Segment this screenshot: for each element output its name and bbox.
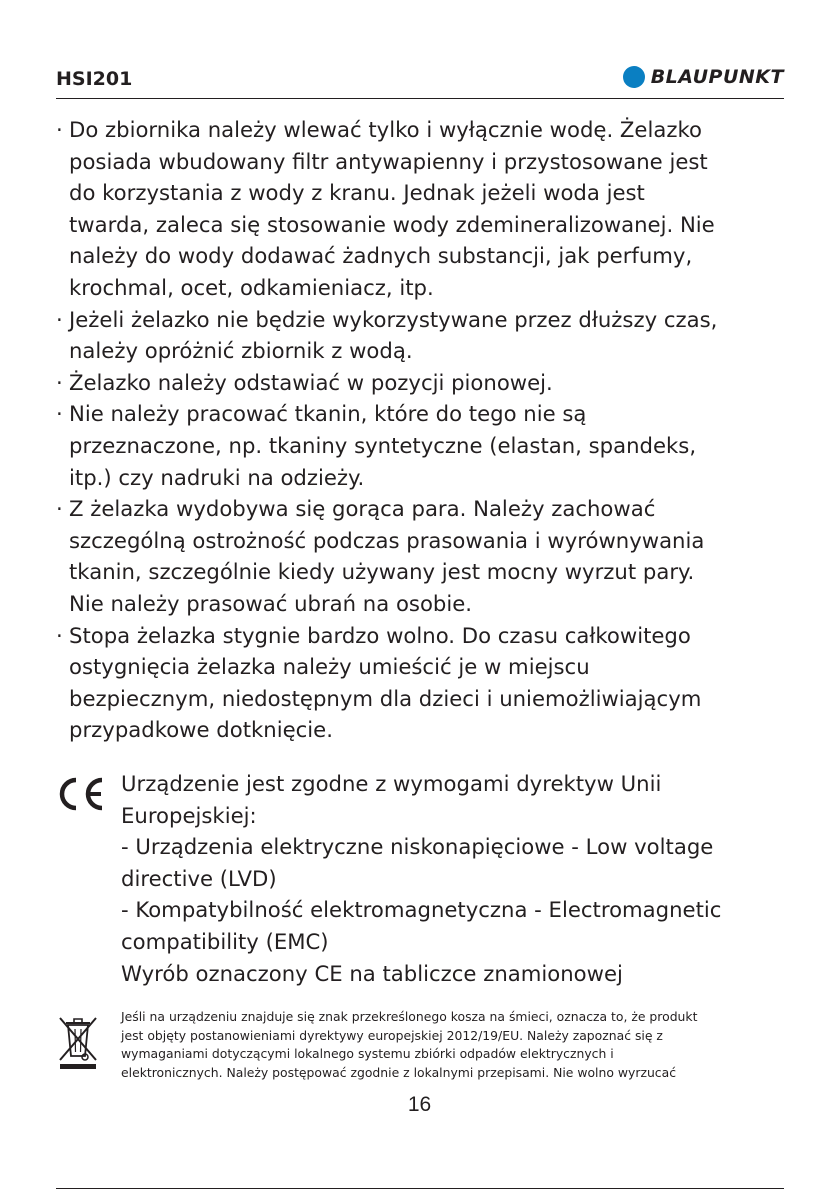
ce-line: - Kompatybilność elektromagnetyczna - Electromagnetic — [121, 897, 722, 923]
bullet-line: twarda, zaleca się stosowanie wody zdemineralizowanej. Nie — [69, 211, 715, 237]
bullet-dot: · — [56, 401, 63, 427]
ce-line: Urządzenie jest zgodne z wymogami dyrektyw Unii — [121, 771, 662, 796]
bullet-dot: · — [56, 622, 63, 648]
bullet-line: Z żelazka wydobywa się gorąca para. Należy zachować — [69, 496, 656, 522]
crossed-out-bin-icon — [56, 1012, 100, 1070]
model-number: HSI201 — [56, 68, 133, 90]
bullet-line: należy do wody dodawać żadnych substancji, jak perfumy, — [69, 243, 693, 269]
safety-bullet-list — [56, 114, 788, 746]
weee-line: elektronicznych. Należy postępować zgodnie z lokalnymi przepisami. Nie wolno wyrzucać — [121, 1064, 677, 1080]
bullet-line: Do zbiornika należy wlewać tylko i wyłącznie wodę. Żelazko — [69, 117, 702, 142]
ce-line: - Urządzenia elektryczne niskonapięciowe - Low voltage — [121, 834, 714, 860]
bullet-line: Nie należy prasować ubrań na osobie. — [69, 590, 473, 616]
bullet-item — [56, 620, 788, 746]
bullet-item — [56, 493, 788, 619]
bullet-dot: · — [56, 496, 63, 522]
bullet-line: ostygnięcia żelazka należy umieścić je w miejscu — [69, 654, 590, 680]
bullet-line: należy opróżnić zbiornik z wodą. — [69, 338, 413, 364]
bottom-divider — [56, 1188, 784, 1189]
weee-line: wymaganiami dotyczącymi lokalnego systemu zbiórki odpadów elektrycznych i — [121, 1046, 614, 1061]
ce-line: Europejskiej: — [121, 802, 257, 828]
bullet-line: do korzystania z wody z kranu. Jednak jeżeli woda jest — [69, 180, 645, 206]
ce-line: directive (LVD) — [121, 865, 277, 891]
bullet-line: Jeżeli żelazko nie będzie wykorzystywane przez dłuższy czas, — [69, 306, 718, 332]
bullet-item — [56, 367, 788, 399]
bullet-line: Nie należy pracować tkanin, które do tego nie są — [69, 401, 587, 427]
bullet-line: Stopa żelazka stygnie bardzo wolno. Do czasu całkowitego — [69, 622, 691, 648]
ce-line: Wyrób oznaczony CE na tabliczce znamionowej — [121, 960, 623, 986]
bullet-line: itp.) czy nadruki na odzieży. — [69, 464, 365, 490]
bullet-line: przeznaczone, np. tkaniny syntetyczne (elastan, spandeks, — [69, 432, 697, 458]
weee-line: jest objęty postanowieniami dyrektywy europejskiej 2012/19/EU. Należy zapoznać się z — [121, 1027, 663, 1043]
bullet-line: posiada wbudowany filtr antywapienny i przystosowane jest — [69, 148, 708, 174]
bullet-line: bezpiecznym, niedostępnym dla dzieci i uniemożliwiającym — [69, 685, 702, 711]
ce-line: compatibility (EMC) — [121, 928, 329, 954]
brand-logo — [623, 66, 784, 88]
bullet-dot: · — [56, 369, 63, 395]
bullet-dot: · — [56, 306, 63, 332]
bullet-dot: · — [56, 117, 63, 142]
brand-name: BLAUPUNKT — [650, 66, 784, 88]
bullet-line: tkanin, szczególnie kiedy używany jest mocny wyrzut pary. — [69, 559, 695, 585]
brand-dot-icon — [623, 66, 645, 88]
bullet-item — [56, 114, 788, 304]
page-header — [56, 64, 784, 99]
bullet-line: szczególną ostrożność podczas prasowania i wyrównywania — [69, 527, 705, 553]
ce-mark-icon — [56, 776, 106, 812]
bullet-item — [56, 398, 788, 493]
weee-line: Jeśli na urządzeniu znajduje się znak przekreślonego kosza na śmieci, oznacza to, że produkt — [121, 1009, 698, 1024]
page-number: 16 — [407, 1093, 432, 1116]
bullet-line: przypadkowe dotknięcie. — [69, 717, 333, 743]
weee-text — [121, 1008, 785, 1082]
bullet-line: krochmal, ocet, odkamieniacz, itp. — [69, 274, 434, 300]
bullet-item — [56, 304, 788, 367]
bullet-line: Żelazko należy odstawiać w pozycji pionowej. — [69, 369, 553, 395]
ce-text — [121, 768, 789, 989]
